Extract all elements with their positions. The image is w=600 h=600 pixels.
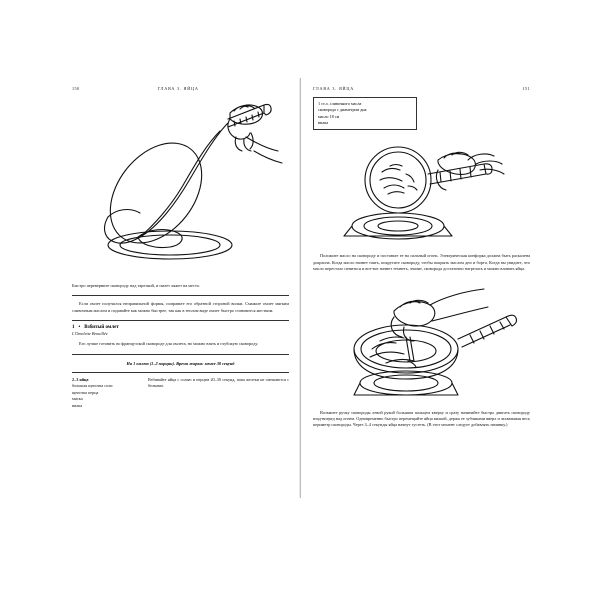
sidebox-item: масло 18 см [318, 113, 340, 119]
right-book-page [300, 78, 540, 498]
frying-pan-flip-icon [78, 97, 284, 279]
sidebox-item: вилка [318, 119, 329, 125]
right-folio: 151 [522, 86, 530, 91]
left-paragraph: Если омлет получился неправильной формы, поправьте его обратной стороной вилки. Смажьте омлет мягким сливочным маслом и подавайте как можно быстрее, так как в теплом виде омлет быстро становится жестким. [72, 301, 289, 313]
ingredient-sidebox [313, 97, 417, 130]
recipe-intro: Его лучше готовить во французской сковороде для омлета, но можно взять и глубокую сковороду. [79, 341, 259, 347]
right-running-head [313, 86, 530, 91]
ingredient-item: большая щепотка соли [72, 383, 113, 389]
right-figure-bottom [313, 277, 530, 405]
left-figure-caption: Быстро переверните сковороду над тарелкой, и омлет ляжет на место. [72, 283, 200, 288]
right-figure-top [313, 136, 530, 248]
left-folio: 150 [72, 86, 80, 91]
hand-stirring-eggs-icon [320, 277, 524, 405]
ingredient-item: 2–3 яйца [72, 376, 89, 382]
left-divider-4 [72, 372, 289, 373]
ingredient-item: щепотка перца [72, 389, 99, 395]
right-paragraph-1: Положите масло на сковороду и поставьте ее на сильный огонь. Электрическая конфорка должна быть раскалена докрасна. Когда масло начнет таять, покрутите сковороду, чтобы покрыть маслом дно и борта. Когда вы увидите, что масло перестало пениться и вот-вот начнет темнеть, значит, сковорода достаточно нагрелась и можно вливать яйца. [313, 253, 530, 272]
ingredient-item: вилка [72, 402, 83, 408]
recipe-body [72, 377, 289, 410]
left-divider-1 [72, 295, 289, 296]
left-figure [72, 97, 289, 279]
sidebox-item: 1 ст.л. сливочного масла [318, 101, 362, 106]
recipe-bullet: • [78, 325, 81, 331]
recipe-number: 1 [72, 325, 75, 331]
recipe-subtitle: L'Omelette Brouillée [72, 331, 108, 337]
ingredient-list [72, 377, 140, 410]
book-spread [60, 78, 540, 498]
left-running-head [72, 86, 289, 91]
right-paragraph-2: Возьмите ручку сковороды левой рукой большим пальцем кверху и сразу начинайте быстро двигать сковороду взад-вперед над огнем. Одновременно быстро перемещайте яйца вилкой, держа ее зубчиками вверх и захватывая весь периметр сковороды. Через 3–4 секунды яйца начнут густеть. (В этот момент следует добавлять начинку.) [313, 409, 530, 428]
recipe-title: Взбитый омлет [84, 325, 119, 331]
left-divider-3 [72, 354, 289, 355]
ingredient-item: миска [72, 396, 83, 402]
left-divider-2 [72, 320, 289, 321]
recipe-yield: На 1 омлет (1–2 порции). Время жарки: менее 30 секунд [126, 360, 235, 366]
left-book-page [60, 78, 300, 498]
left-chapter-title: ГЛАВА 3. ЯЙЦА [157, 86, 199, 91]
right-chapter-title: ГЛАВА 3. ЯЙЦА [313, 86, 355, 91]
pan-over-burner-icon [320, 136, 524, 248]
recipe-heading [72, 325, 289, 330]
sidebox-item: сковорода с диаметром дна [318, 107, 367, 113]
recipe-method: Взбивайте яйца с солью и перцем 20–30 секунд, пока желтки не смешаются с белками. [148, 376, 289, 388]
